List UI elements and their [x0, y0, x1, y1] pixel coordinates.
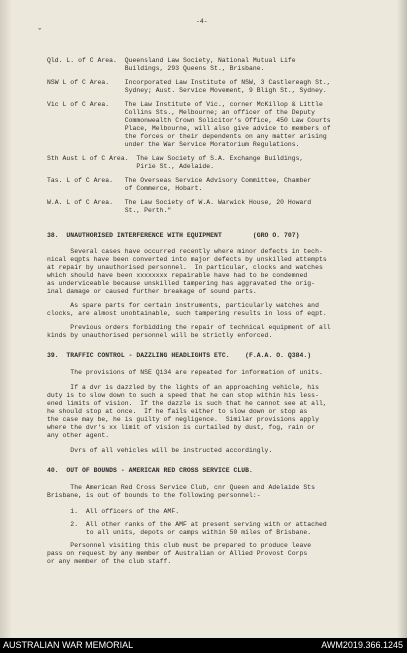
text-line: Buildings, 293 Queens St., Brisbane.: [47, 65, 265, 72]
text-line: to all units, depots or camps within 50 miles of Brisbane.: [47, 529, 312, 536]
text-line: Brisbane, is out of bounds to the following personnel:-: [47, 492, 261, 499]
text-line: As spare parts for certain instruments, particularly watches and: [47, 302, 319, 309]
text-line: Sydney; Aust. Service Movement, 9 Bligh St., Sydney.: [47, 87, 327, 94]
text-line: Place, Melbourne, will also give advice to members of: [47, 125, 331, 132]
text-line: Sth Aust L of C Area. The Law Society of S.A. Exchange Buildings,: [47, 155, 304, 162]
margin-tick-mark: ˇ: [37, 28, 43, 38]
text-line: of Commerce, Hobart.: [47, 185, 203, 192]
text-line: he should stop at once. If he fails either to slow down or stop as: [47, 408, 308, 415]
text-line: as underviceable because unskilled tampering has aggravated the orig-: [47, 280, 316, 287]
page-edge-shadow-right: [397, 0, 407, 638]
text-line: any other agent.: [47, 432, 110, 439]
footer-accession-number: AWM2019.366.1245: [321, 640, 403, 650]
text-line: Pirie St., Adelaide.: [47, 163, 215, 170]
text-line: clocks, are almost unobtainable, such tampering results in loss of eqpt.: [47, 310, 327, 317]
text-line: Previous orders forbidding the repair of technical equipment of all: [47, 324, 331, 331]
text-line: duty is to slow down to such a speed that he can stop within his less-: [47, 392, 319, 399]
text-line: inal damage or caused further breakage of sound parts.: [47, 288, 257, 295]
section-heading: 38. UNAUTHORISED INTERFERENCE WITH EQUIPMENT (GRO O. 707): [47, 232, 300, 239]
text-line: under the War Service Moratorium Regulations.: [47, 141, 300, 148]
text-line: Personnel visiting this club must be prepared to produce leave: [47, 542, 312, 549]
section-heading: 40. OUT OF BOUNDS - AMERICAN RED CROSS SERVICE CLUB.: [47, 467, 253, 474]
text-line: or any member of the club staff.: [47, 558, 172, 565]
text-line: nical eqpts have been converted into major defects by unskilled attempts: [47, 256, 327, 263]
text-line: where the dvr's xx limit of vision is curtailed by dust, fog, rain or: [47, 424, 316, 431]
text-line: 1. All officers of the AMF.: [47, 508, 180, 515]
section-heading: 39. TRAFFIC CONTROL - DAZZLING HEADLIGHTS ETC. (F.A.A. O. Q384.): [47, 352, 312, 359]
text-line: the case may be, he is guilty of negligence. Similar provisions apply: [47, 416, 319, 423]
text-line: Qld. L. of C Area. Queensland Law Society, National Mutual Life: [47, 57, 296, 64]
text-line: 2. All other ranks of the AMF at present serving with or attached: [47, 521, 327, 528]
text-line: Collins Sts., Melbourne; an officer of the Deputy: [47, 109, 316, 116]
text-line: ened limits of vision. If the dazzle is such that he cannot see at all,: [47, 400, 327, 407]
text-line: St., Perth.": [47, 207, 172, 214]
text-line: Tas. L of C Area. The Overseas Service Advisory Committee, Chamber: [47, 177, 312, 184]
text-line: Several cases have occurred recently where minor defects in tech-: [47, 248, 323, 255]
text-line: kinds by unauthorised personnel will be strictly enforced.: [47, 332, 273, 339]
text-line: NSW L of C Area. Incorporated Law Institute of NSW, 3 Castlereagh St.,: [47, 79, 331, 86]
text-line: Dvrs of all vehicles will be instructed accordingly.: [47, 447, 273, 454]
text-line: Commonwealth Crown Solicitor's Office, 450 Law Courts: [47, 117, 331, 124]
text-line: at repair by unauthorised personnel. In particular, clocks and watches: [47, 264, 323, 271]
text-line: The provisions of NSE Q134 are repeated for information of units.: [47, 369, 323, 376]
footer-institution: AUSTRALIAN WAR MEMORIAL: [3, 640, 134, 650]
text-line: Vic L of C Area. The Law Institute of Vic., corner McKillop & Little: [47, 101, 323, 108]
text-line: pass on request by any member of Australian or Allied Provost Corps: [47, 550, 308, 557]
text-line: W.A. L of C Area. The Law Society of W.A. Warwick House, 20 Howard: [47, 199, 312, 206]
page-number: -4-: [196, 18, 208, 25]
text-line: the forces or their dependents on any matter arising: [47, 133, 327, 140]
text-line: The American Red Cross Service Club, cnr Queen and Adelaide Sts: [47, 484, 316, 491]
archive-footer: [0, 638, 407, 653]
page-edge-shadow-left: [0, 0, 12, 638]
text-line: which should have been xxxxxxxx repairable have had to be condemned: [47, 272, 308, 279]
text-line: If a dvr is dazzled by the lights of an approaching vehicle, his: [47, 384, 319, 391]
